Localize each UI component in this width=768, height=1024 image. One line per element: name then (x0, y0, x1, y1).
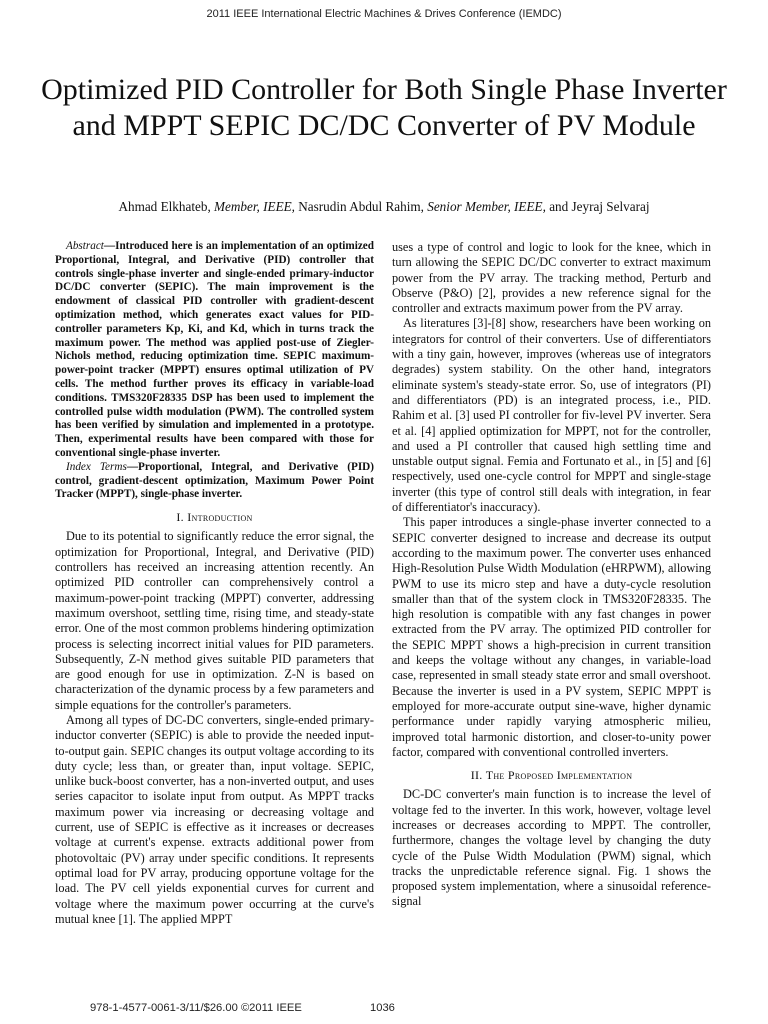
author-list (20, 198, 748, 216)
paragraph: This paper introduces a single-phase inverter connected to a SEPIC converter designed to increase and decrease its output according to the maximum power. The converter uses enhanced High-Resolution Pulse Width Modulation (eHRPWM), allowing PWM to use its micro step and have a duty-cycle resolution smaller than that of the system clock in TMS320F28335. The high resolution is compatible with any fast changes in power extracted from the PV array. The optimized PID controller for the SEPIC MPPT shows a high-precision in current transition and keeps the voltage without any changes, in variable-load case, represented in small steady state error and small overshoot. Because the inverter is used in a PV system, SEPIC MPPT is employed for more-accurate output sine-wave, higher dynamic performance under rapidly varying atmospheric milieu, improved total harmonic distortion, and closer-to-unity power factor, compared with conventional controlled inverters. (392, 515, 711, 759)
paragraph: As literatures [3]-[8] show, researchers have been working on integrators for control of their converters. Use of differentiators with a tiny gain, however, improves (whereas use of integrators degrades) system stability. On the other hand, integrators eliminate system's steady-state error. So, use of integrators (PI) and differentiators (PD) is an integrated process, i.e., PID. Rahim et al. [3] used PI controller for fiv-level PV inverter. Sera et al. [4] applied optimization for MPPT, not for the controller, and used a PI controller that caused high settling time and unstable output signal. Femia and Fortunato et al., in [5] and [6] respectively, used one-cycle control for MPPT and single-stage inverter (this type of control still deals with integration, in fear of differentiator's inaccuracy). (392, 316, 711, 515)
paragraph: Due to its potential to significantly reduce the error signal, the optimization for Proportional, Integral, and Derivative (PID) controllers has received an increasing attention recently. An optimized PID controller can comprehensively control a maximum-power-point tracking (MPPT) converter, addressing maximum overshoot, settling time, rising time, and steady-state error. One of the most common problems hindering optimization process is selecting incorrect initial values for PID parameters. Subsequently, Z-N method gives suitable PID parameters that are good enough for use in optimization. Z-N is based on characterization of the dynamic process by a few parameters and simple equations for the controller's parameters. (55, 529, 374, 712)
author-affiliation: Member, IEEE, (214, 199, 295, 214)
index-terms-label: Index Terms (66, 460, 127, 473)
page-number: 1036 (370, 1002, 395, 1014)
author-name: Ahmad Elkhateb, (118, 199, 211, 214)
author-affiliation: Senior Member, IEEE, (427, 199, 546, 214)
paper-title: Optimized PID Controller for Both Single Phase Inverter and MPPT SEPIC DC/DC Converter of PV Module (41, 73, 727, 142)
paragraph: uses a type of control and logic to look for the knee, which in turn allowing the SEPIC DC/DC converter to extract maximum power from the PV array. The tracking method, Perturb and Observe (P&O) [2], provides a new reference signal for the controller and extracts maximum power from the PV array. (392, 240, 711, 316)
conference-header: 2011 IEEE International Electric Machines & Drives Conference (IEMDC) (206, 8, 562, 20)
section-heading-proposed-implementation: II. The Proposed Implementation (470, 768, 633, 783)
abstract-text: —Introduced here is an implementation of an optimized Proportional, Integral, and Derivative (PID) controller that controls single-phase inverter and single-ended primary-inductor DC/DC converter (SEPIC). The main improvement is the endowment of classical PID controller with gradient-descent optimization method, which generates exact values for PID-controller parameters Kp, Ki, and Kd, which in turns track the maximum power. The method was applied post-use of Ziegler-Nichols method, reducing optimization time. SEPIC maximum-power-point tracker (MPPT) ensures optimal utilization of PV cells. The method further proves its efficacy in variable-load conditions. TMS320F28335 DSP has been used to implement the controlled pulse width modulation (PWM). The controlled system has been verified by simulation and implemented in a prototype. Then, experimental results have been compared with those for conventional single-phase inverter. (55, 240, 374, 459)
abstract-label: Abstract (66, 240, 104, 252)
index-terms-text: —Proportional, Integral, and Derivative (PID) control, gradient-descent optimization, Maximum Power Point Tracker (MPPT), single-phase inverter. (55, 460, 374, 501)
copyright-notice: 978-1-4577-0061-3/11/$26.00 ©2011 IEEE (90, 1002, 302, 1014)
paragraph: Among all types of DC-DC converters, single-ended primary-inductor converter (SEPIC) is able to provide the needed input-to-output gain. SEPIC changes its output voltage according to its duty cycle; less than, or greater than, input voltage. SEPIC, unlike buck-boost converter, has a non-inverted output, and uses series capacitor to isolate input from output. As MPPT tracks maximum power via increasing or decreasing voltage and current, use of SEPIC is effective as it increases or decreases voltage at current's expense. extracts additional power from photovoltaic (PV) array under specific conditions. It represents optimal load for PV array, producing opportune voltage for the load. The PV cell yields exponential curves for current and voltage where the maximum power occurring at the curve's mutual knee [1]. The applied MPPT (55, 713, 374, 926)
paragraph: DC-DC converter's main function is to increase the level of voltage fed to the inverter. In this work, however, voltage level increases or decreases according to MPPT. The controller, furthermore, changes the voltage level by changing the duty cycle of the Pulse Width Modulation (PWM) signal, which tracks the unpredictable reference signal. Fig. 1 shows the proposed system implementation, where a sinusoidal reference-signal (392, 787, 711, 909)
author-name: Nasrudin Abdul Rahim, (298, 199, 424, 214)
left-column (55, 240, 374, 927)
right-column (392, 240, 711, 910)
section-heading-introduction: I. Introduction (176, 510, 253, 525)
abstract (55, 240, 374, 461)
index-terms (55, 461, 374, 502)
author-name: and Jeyraj Selvaraj (549, 199, 650, 214)
